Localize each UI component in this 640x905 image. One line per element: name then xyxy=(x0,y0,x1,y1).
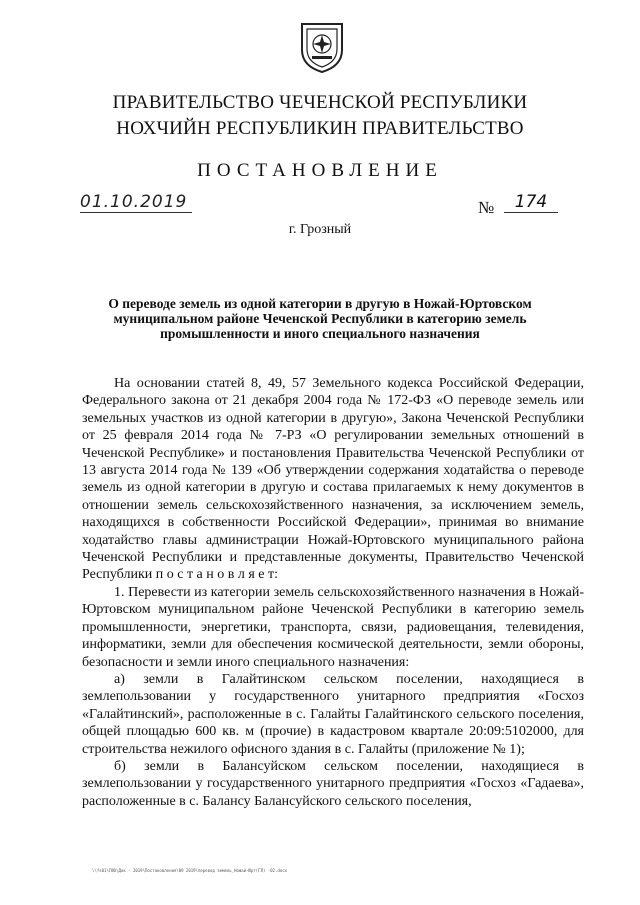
document-number-label: № xyxy=(478,198,495,217)
paragraph-item-1: 1. Перевести из категории земель сельскохозяйственного назначения в Ножай-Юртовском муниципальном районе Чеченской Республики в категорию земель промышленности, энергетики, транспорта, связи, радиовещания, телевидения, информатики, земли для обеспечения космической деятельности, земли обороны, безопасности и земли иного специального назначения: xyxy=(82,584,584,670)
file-path-footer: \\fs01\ГЮО\Док - 2019\Постановления\09 2019\перевод земель_Ножай-Юрт(ГЛ) -02.docx xyxy=(92,868,288,873)
document-type-heading: ПОСТАНОВЛЕНИЕ xyxy=(197,160,443,181)
paragraph-item-1b: б) земли в Балансуйском сельском поселении, находящиеся в землепользовании у государственного унитарного предприятия «Госхоз «Гадаева», расположенные в с. Балансу Балансуйского сельского поселения, xyxy=(82,758,584,809)
document-body xyxy=(82,375,584,810)
government-name-russian: ПРАВИТЕЛЬСТВО ЧЕЧЕНСКОЙ РЕСПУБЛИКИ xyxy=(112,92,528,113)
paragraph-preamble: На основании статей 8, 49, 57 Земельного кодекса Российской Федерации, Федерального закона от 21 декабря 2004 года № 172-ФЗ «О переводе земель или земельных участков из одной категории в другую», Закона Чеченской Республики от 25 февраля 2014 года № 7-РЗ «О регулировании земельных отношений в Чеченской Республике» и постановления Правительства Чеченской Республики от 13 августа 2014 года № 139 «Об утверждении содержания ходатайства о переводе земель из одной категории в другую и состава прилагаемых к нему документов в отношении земель сельскохозяйственного назначения, за исключением земель, находящихся в собственности Российской Федерации», принимая во внимание ходатайство главы администрации Ножай-Юртовского муниципального района Чеченской Республики и представленные документы, Правительство Чеченской Республики п о с т а н о в л я е т: xyxy=(82,376,584,583)
document-city: г. Грозный xyxy=(288,222,352,237)
document-number: 174 xyxy=(504,192,558,213)
government-name-chechen: НОХЧИЙН РЕСПУБЛИКИН ПРАВИТЕЛЬСТВО xyxy=(116,118,524,139)
coat-of-arms-emblem xyxy=(298,20,346,74)
document-title: О переводе земель из одной категории в другую в Ножай-Юртовском муниципальном районе Чеченской Республики в категорию земель промышленности и иного специального назначения xyxy=(108,296,532,341)
paragraph-item-1a: а) земли в Галайтинском сельском поселении, находящиеся в землепользовании у государственного унитарного предприятия «Госхоз «Галайтинский», расположенные в с. Галайты Галайтинского сельского поселения, общей площадью 600 кв. м (прочие) в кадастровом квартале 20:09:5102000, для строительства нежилого офисного здания в с. Галайты (приложение № 1); xyxy=(82,671,584,757)
document-date: 01.10.2019 xyxy=(80,192,192,213)
